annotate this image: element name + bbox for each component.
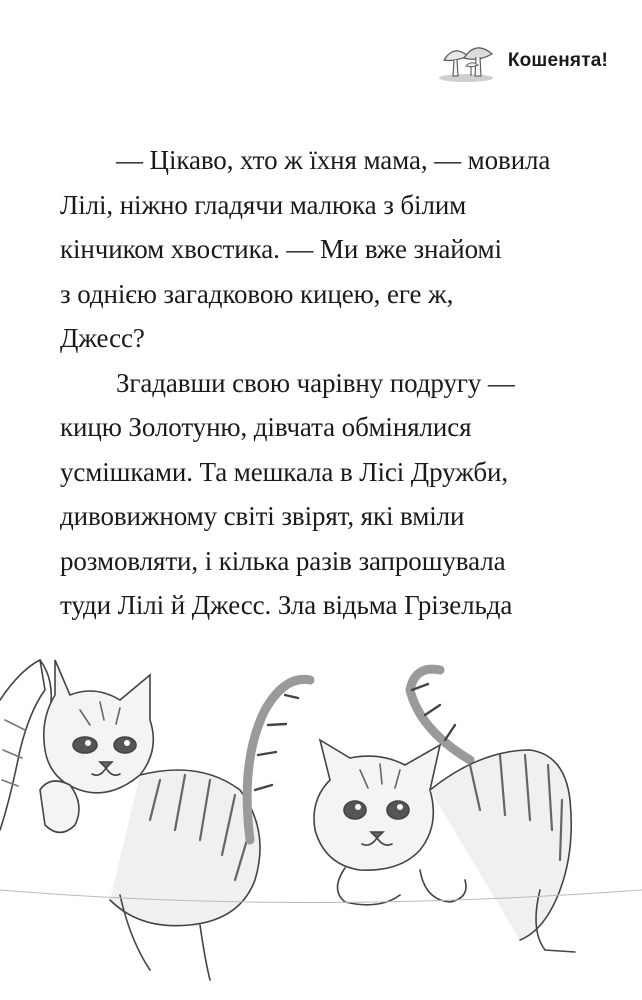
page-text (60, 138, 588, 628)
text-line: з однією загадковою кицею, еге ж, (60, 278, 454, 309)
text-line: кінчиком хвостика. — Ми вже знайомі (60, 234, 502, 264)
text-line: туди Лілі й Джесс. Зла відьма Грізельда (60, 590, 513, 620)
mushrooms-icon (438, 38, 498, 84)
text-line: кицю Золотуню, дівчата обмінялися (60, 412, 472, 442)
text-line: — Цікаво, хто ж їхня мама, — мовила (116, 145, 551, 175)
kittens-sketch-illustration (0, 640, 642, 1000)
text-line: дивовижному світі звірят, які вміли (60, 501, 465, 531)
text-line: розмовляти, і кілька разів запрошувала (60, 545, 506, 576)
running-header (438, 38, 608, 84)
text-line: Лілі, ніжно гладячи малюка з білим (60, 189, 467, 220)
text-line: усмішками. Та мешкала в Лісі Дружби, (60, 456, 509, 487)
chapter-title: Кошенята! (507, 50, 608, 71)
text-line: Згадавши свою чарівну подругу — (116, 367, 515, 398)
text-line: Джесс? (60, 323, 145, 353)
